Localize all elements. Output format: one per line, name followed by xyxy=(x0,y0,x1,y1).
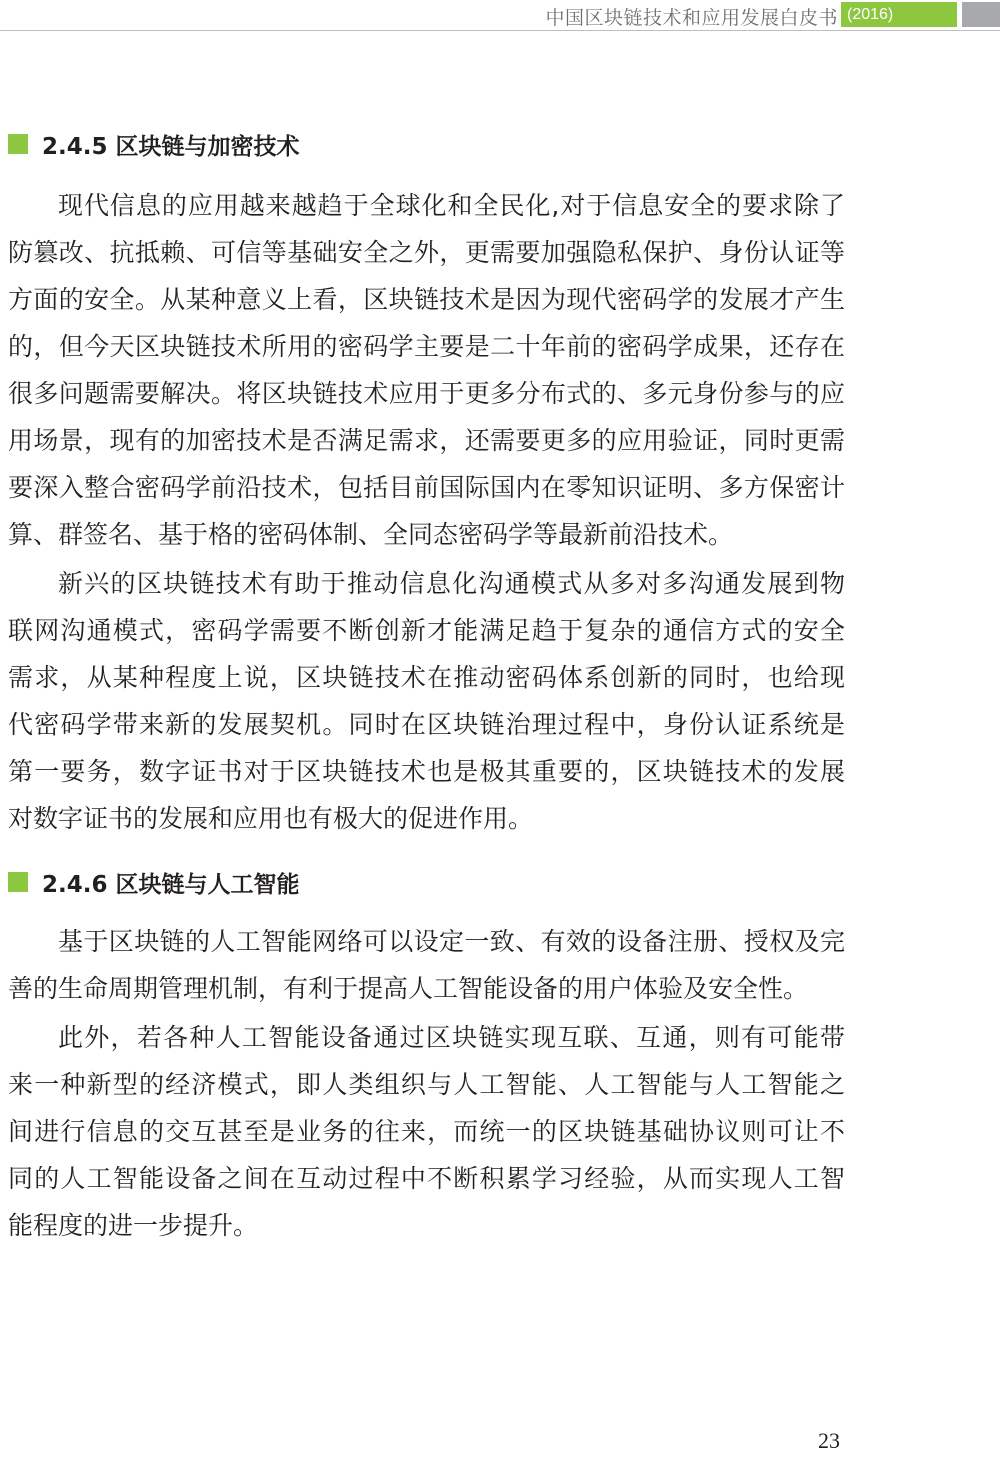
section-title: 2.4.5 区块链与加密技术 xyxy=(42,133,300,160)
text-line: 很多问题需要解决。将区块链技术应用于更多分布式的、多元身份参与的应 xyxy=(8,379,845,408)
text-line: 同的人工智能设备之间在互动过程中不断积累学习经验，从而实现人工智 xyxy=(8,1164,845,1193)
running-header xyxy=(0,0,1000,30)
text-line: 算、群签名、基于格的密码体制、全同态密码学等最新前沿技术。 xyxy=(8,520,734,549)
text-line: 需求，从某种程度上说，区块链技术在推动密码体系创新的同时，也给现 xyxy=(8,663,845,692)
header-book-title: 中国区块链技术和应用发展白皮书 xyxy=(545,7,838,29)
section-title: 2.4.6 区块链与人工智能 xyxy=(42,871,300,898)
text-line: 基于区块链的人工智能网络可以设定一致、有效的设备注册、授权及完 xyxy=(58,927,845,956)
heading-square-marker xyxy=(8,134,28,154)
text-line: 新兴的区块链技术有助于推动信息化沟通模式从多对多沟通发展到物 xyxy=(58,569,845,598)
section-heading-2-4-5 xyxy=(8,128,300,160)
text-line: 要深入整合密码学前沿技术，包括目前国际国内在零知识证明、多方保密计 xyxy=(8,473,845,502)
text-line: 的，但今天区块链技术所用的密码学主要是二十年前的密码学成果，还存在 xyxy=(8,332,845,361)
heading-square-marker xyxy=(8,872,28,892)
section-heading-2-4-6 xyxy=(8,866,300,898)
header-year-badge: (2016) xyxy=(841,2,957,27)
text-line: 方面的安全。从某种意义上看，区块链技术是因为现代密码学的发展才产生 xyxy=(8,285,845,314)
text-line: 用场景，现有的加密技术是否满足需求，还需要更多的应用验证，同时更需 xyxy=(8,426,845,455)
text-line: 现代信息的应用越来越趋于全球化和全民化,对于信息安全的要求除了 xyxy=(58,191,845,220)
text-line: 能程度的进一步提升。 xyxy=(8,1211,259,1240)
text-line: 此外，若各种人工智能设备通过区块链实现互联、互通，则有可能带 xyxy=(58,1023,845,1052)
text-line: 对数字证书的发展和应用也有极大的促进作用。 xyxy=(8,804,534,833)
text-line: 第一要务，数字证书对于区块链技术也是极其重要的，区块链技术的发展 xyxy=(8,757,845,786)
text-line: 间进行信息的交互甚至是业务的往来，而统一的区块链基础协议则可让不 xyxy=(8,1117,845,1146)
text-line: 防篡改、抗抵赖、可信等基础安全之外，更需要加强隐私保护、身份认证等 xyxy=(8,238,845,267)
text-line: 联网沟通模式，密码学需要不断创新才能满足趋于复杂的通信方式的安全 xyxy=(8,616,845,645)
page-number: 23 xyxy=(818,1428,840,1453)
header-gray-tab xyxy=(962,2,1000,27)
text-line: 来一种新型的经济模式，即人类组织与人工智能、人工智能与人工智能之 xyxy=(8,1070,845,1099)
header-divider xyxy=(0,30,1000,31)
text-line: 代密码学带来新的发展契机。同时在区块链治理过程中，身份认证系统是 xyxy=(8,710,845,739)
text-line: 善的生命周期管理机制，有利于提高人工智能设备的用户体验及安全性。 xyxy=(8,974,809,1003)
